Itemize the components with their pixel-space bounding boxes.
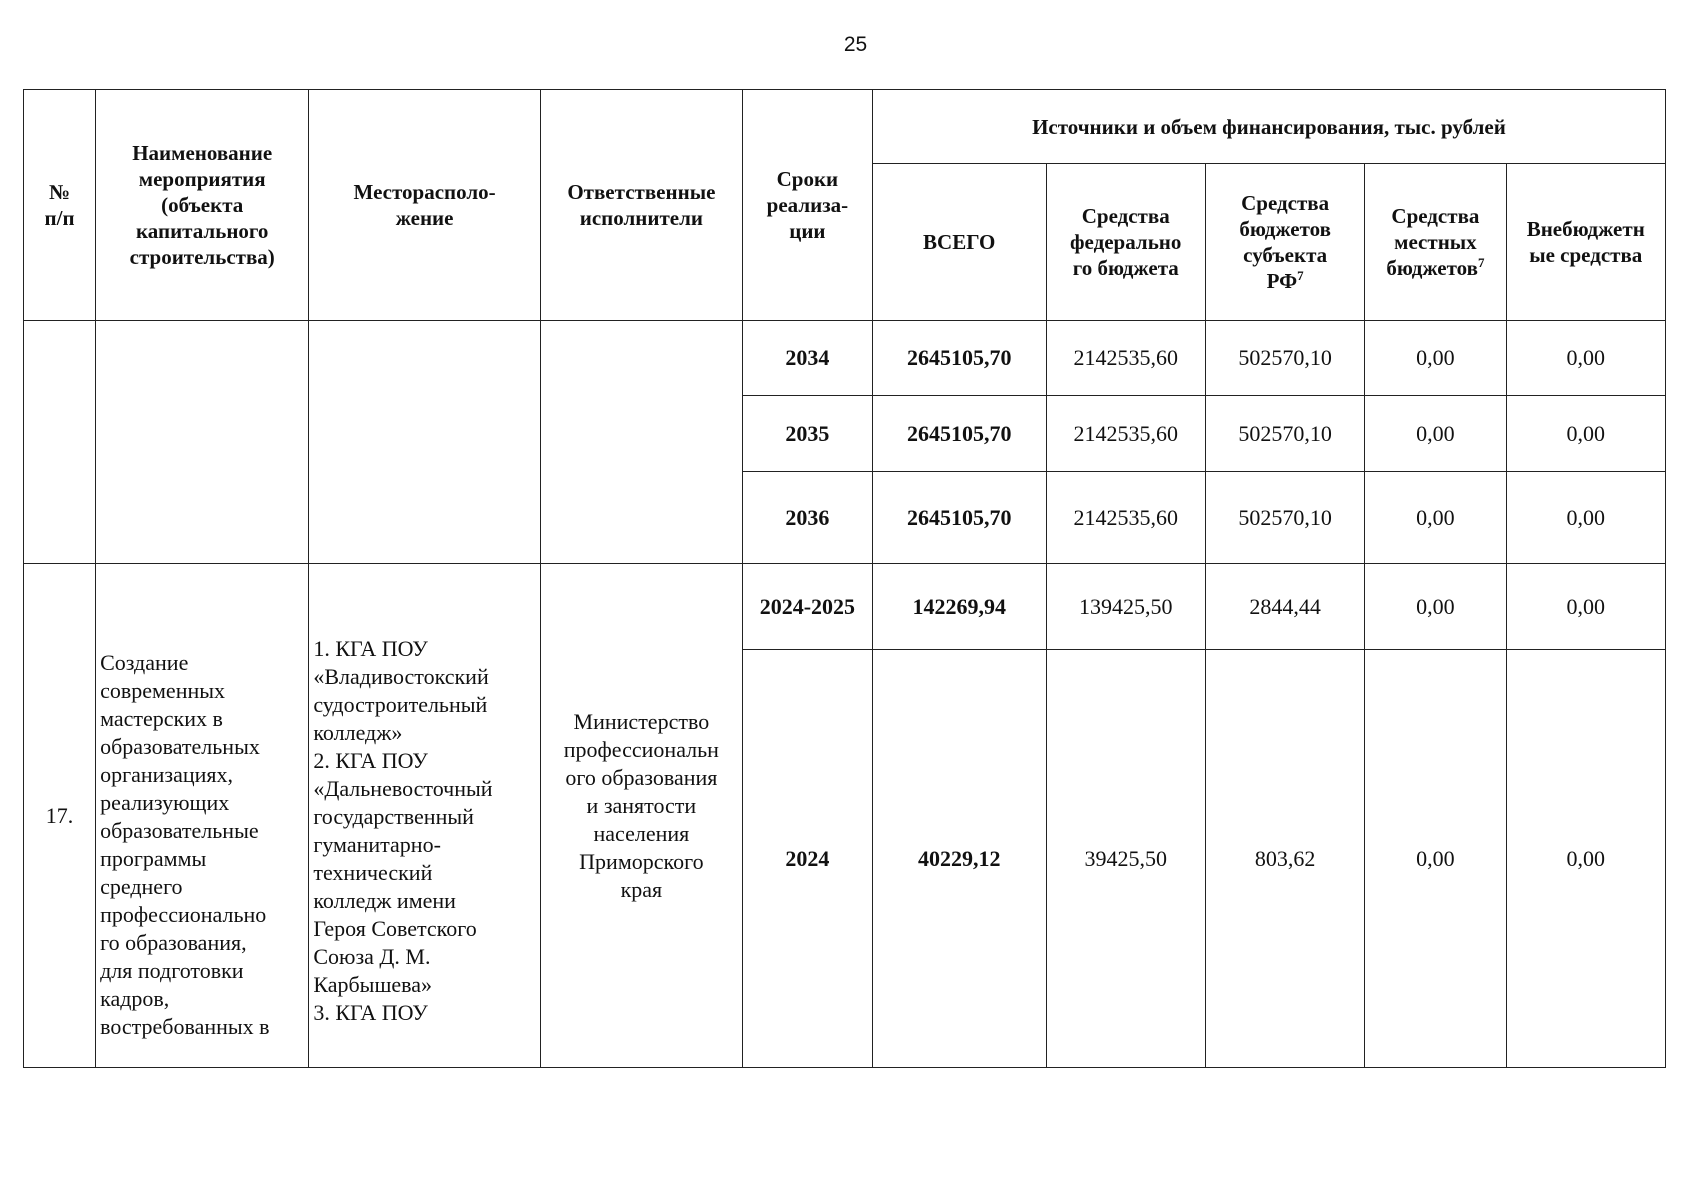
empty-location-cell <box>309 321 541 564</box>
federal-cell: 39425,50 <box>1046 650 1205 1068</box>
item17-location-cell <box>309 564 541 1068</box>
federal-cell: 139425,50 <box>1046 564 1205 650</box>
federal-cell: 2142535,60 <box>1046 321 1205 396</box>
extra-cell: 0,00 <box>1506 321 1666 396</box>
federal-cell: 2142535,60 <box>1046 472 1205 564</box>
header-local <box>1365 164 1506 321</box>
empty-name-cell <box>96 321 309 564</box>
subject-cell: 502570,10 <box>1205 321 1364 396</box>
subject-cell: 2844,44 <box>1205 564 1364 650</box>
item17-num: 17. <box>24 564 96 1068</box>
extra-cell: 0,00 <box>1506 472 1666 564</box>
year-cell: 2024-2025 <box>742 564 872 650</box>
empty-executors-cell <box>540 321 742 564</box>
header-extrabudget: Внебюджетн ые средства <box>1506 164 1666 321</box>
header-executors: Ответственные исполнители <box>540 90 742 321</box>
subject-cell: 502570,10 <box>1205 472 1364 564</box>
item17-location: 1. КГА ПОУ «Владивостокский судостроительный колледж» 2. КГА ПОУ «Дальневосточный государственный гуманитарно- технический колледж имени Героя Советского Союза Д. М. Карбышева» 3. КГА ПОУ <box>313 635 493 1025</box>
local-cell: 0,00 <box>1365 564 1506 650</box>
item17-executors: Министерство профессиональн ого образования и занятости населения Приморского края <box>540 564 742 1068</box>
year-cell: 2035 <box>742 396 872 472</box>
table-row <box>24 564 1666 650</box>
total-cell: 142269,94 <box>872 564 1046 650</box>
local-cell: 0,00 <box>1365 396 1506 472</box>
header-financing: Источники и объем финансирования, тыс. рублей <box>872 90 1665 164</box>
page-number: 25 <box>843 33 868 56</box>
table-row <box>24 321 1666 396</box>
subject-cell: 502570,10 <box>1205 396 1364 472</box>
extra-cell: 0,00 <box>1506 396 1666 472</box>
federal-cell: 2142535,60 <box>1046 396 1205 472</box>
total-cell: 2645105,70 <box>872 472 1046 564</box>
header-location: Месторасполо- жение <box>309 90 541 321</box>
empty-num-cell <box>24 321 96 564</box>
header-local-label: Средства местных бюджетов <box>1386 204 1480 280</box>
total-cell: 2645105,70 <box>872 321 1046 396</box>
extra-cell: 0,00 <box>1506 650 1666 1068</box>
header-subject-label: Средства бюджетов субъекта РФ <box>1239 191 1331 293</box>
header-name: Наименование мероприятия (объекта капитального строительства) <box>96 90 309 321</box>
total-cell: 2645105,70 <box>872 396 1046 472</box>
total-cell: 40229,12 <box>872 650 1046 1068</box>
item17-name-cell <box>96 564 309 1068</box>
extra-cell: 0,00 <box>1506 564 1666 650</box>
local-cell: 0,00 <box>1365 321 1506 396</box>
header-subject-footnote: 7 <box>1297 268 1304 283</box>
header-subject <box>1205 164 1364 321</box>
header-total: ВСЕГО <box>872 164 1046 321</box>
subject-cell: 803,62 <box>1205 650 1364 1068</box>
year-cell: 2036 <box>742 472 872 564</box>
header-period: Сроки реализа- ции <box>742 90 872 321</box>
header-num: № п/п <box>24 90 96 321</box>
financing-table <box>23 89 1666 1068</box>
year-cell: 2024 <box>742 650 872 1068</box>
year-cell: 2034 <box>742 321 872 396</box>
header-local-footnote: 7 <box>1477 255 1485 270</box>
item17-name: Создание современных мастерских в образовательных организациях, реализующих образовательные программы среднего профессионально го образования, для подготовки кадров, востребованных в <box>100 649 270 1039</box>
header-federal: Средства федерально го бюджета <box>1046 164 1205 321</box>
header-row <box>24 90 1666 164</box>
local-cell: 0,00 <box>1365 472 1506 564</box>
local-cell: 0,00 <box>1365 650 1506 1068</box>
